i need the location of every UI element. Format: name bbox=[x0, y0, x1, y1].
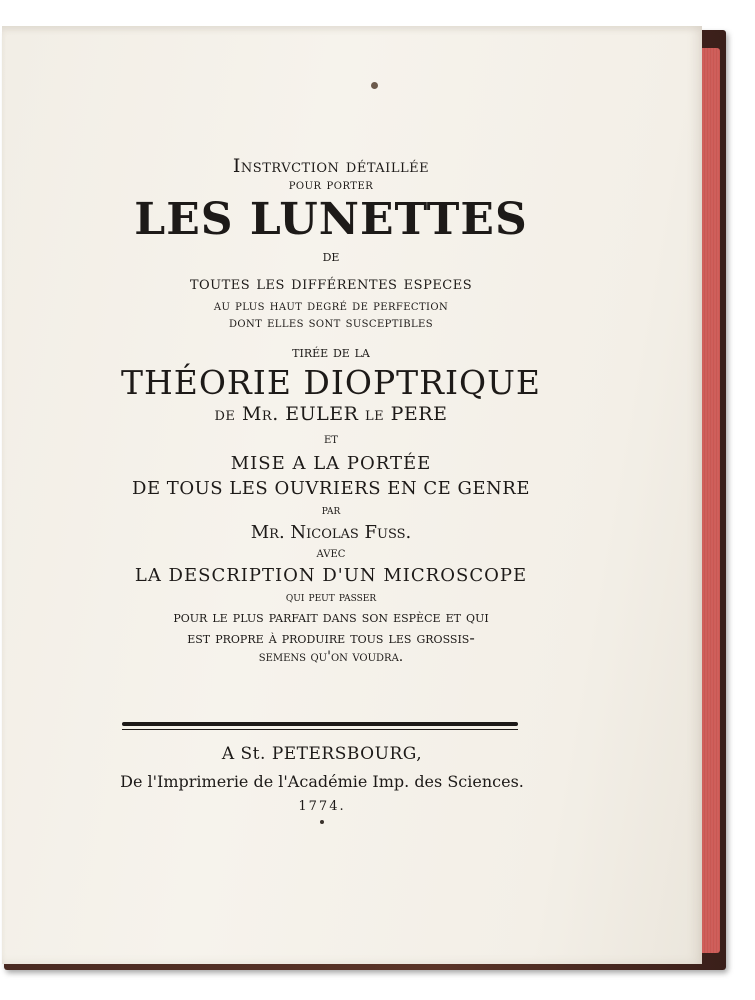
imprint-block bbox=[92, 744, 552, 824]
title-line-ouvriers: DE TOUS LES OUVRIERS EN CE GENRE bbox=[132, 478, 530, 499]
title-line-pour-porter: pour porter bbox=[288, 177, 374, 193]
double-rule-divider bbox=[122, 720, 518, 732]
title-line-instruction: Instrvction détaillée bbox=[232, 155, 430, 177]
title-line-parfait: pour le plus parfait dans son espèce et qui bbox=[173, 607, 489, 626]
title-line-tiree: tirée de la bbox=[292, 343, 370, 361]
title-line-grossis: est propre à produire tous les grossis- bbox=[187, 628, 475, 647]
subtitle-theorie: THÉORIE DIOPTRIQUE bbox=[121, 363, 541, 402]
author-line: Mr. Nicolas Fuss. bbox=[250, 522, 412, 543]
title-line-qui-peut: qui peut passer bbox=[285, 590, 377, 605]
title-line-par: par bbox=[321, 503, 341, 518]
title-line-semens: semens qu'on voudra. bbox=[258, 649, 404, 665]
wormhole-mark bbox=[371, 82, 378, 89]
title-line-et: et bbox=[324, 431, 338, 447]
ornament-dot bbox=[320, 820, 324, 824]
title-line-microscope: LA DESCRIPTION D'UN MICROSCOPE bbox=[134, 565, 528, 586]
title-line-de: de bbox=[322, 247, 340, 265]
imprint-year: 1774. bbox=[298, 799, 346, 814]
title-line-susceptibles: dont elles sont susceptibles bbox=[229, 315, 433, 331]
imprint-printer: De l'Imprimerie de l'Académie Imp. des Sciences. bbox=[120, 772, 524, 791]
title-line-euler: de Mr. EULER le PERE bbox=[214, 403, 448, 425]
title-line-especes: toutes les différentes especes bbox=[189, 273, 473, 294]
title-line-mise: MISE A LA PORTÉE bbox=[230, 453, 432, 474]
imprint-place: A St. PETERSBOURG, bbox=[221, 744, 423, 764]
main-title: LES LUNETTES bbox=[134, 194, 528, 245]
page-edges bbox=[700, 48, 720, 953]
rule-thick bbox=[122, 722, 518, 726]
title-line-avec: avec bbox=[316, 545, 346, 561]
rule-thin bbox=[122, 729, 518, 730]
title-block bbox=[96, 150, 566, 665]
title-line-perfection: au plus haut degré de perfection bbox=[213, 298, 449, 314]
